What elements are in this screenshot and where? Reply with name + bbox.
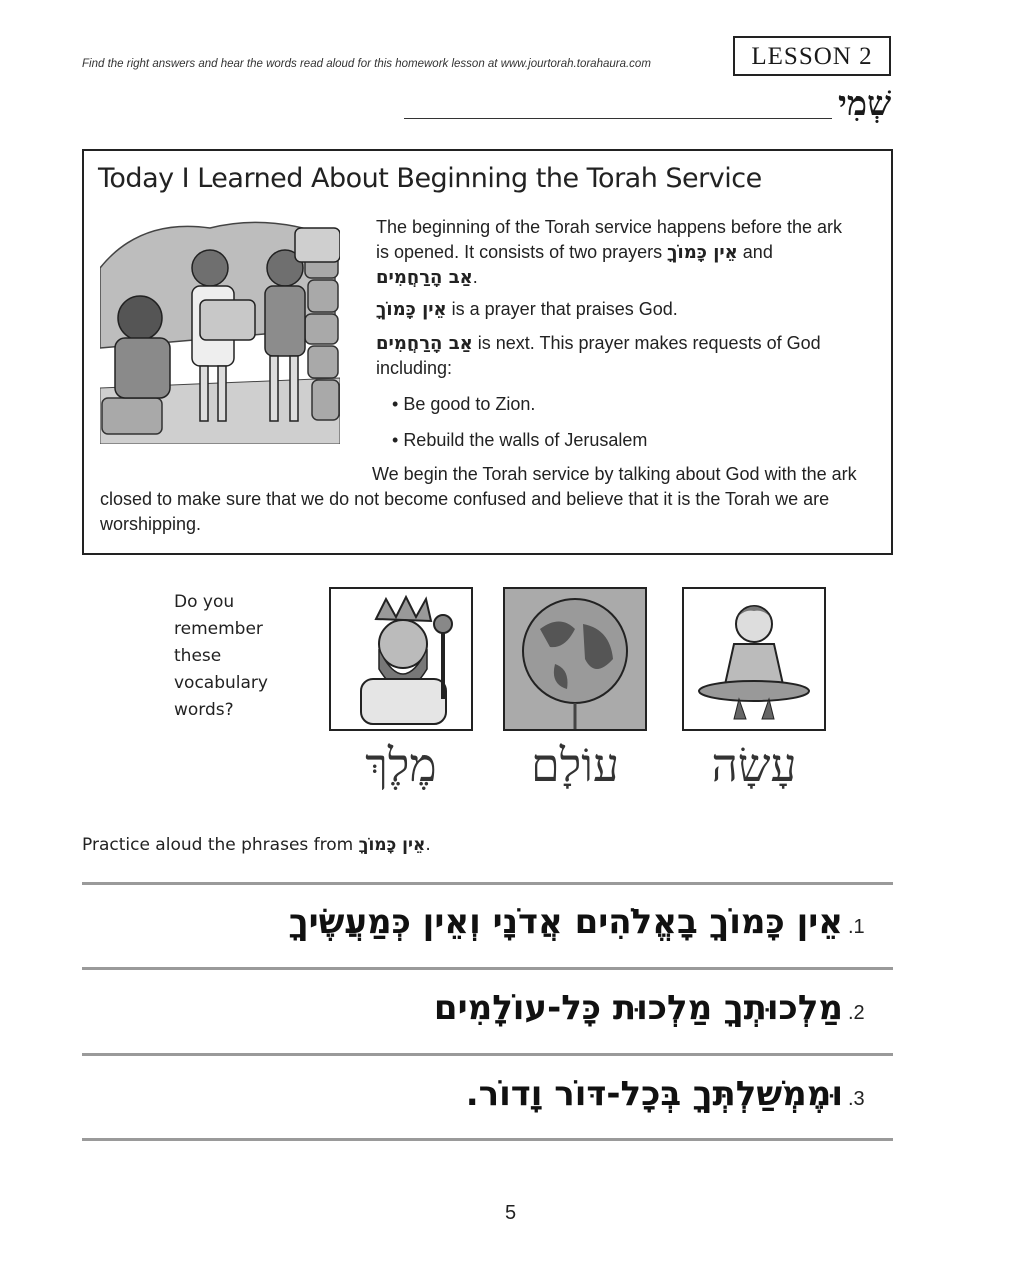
av-harachamim-paragraph: אַב הָרַחֲמִים is next. This prayer makes requests of God including: [376, 333, 821, 378]
phrase-number: .3 [848, 1088, 865, 1110]
homework-note: Find the right answers and hear the words read aloud for this homework lesson at www.jourtorah.torahaura.com [82, 58, 651, 70]
divider [82, 882, 893, 885]
phrase-3: וּמֶמְשַׁלְתְּךָ בְּכָל-דּוֹר וָדוֹר. [465, 1074, 843, 1114]
ein-kamocha-paragraph: אֵין כָּמוֹךָ is a prayer that praises God. [376, 299, 678, 320]
name-label: שְׁמִי [838, 84, 892, 124]
wall-builders-illustration [100, 208, 340, 444]
vocab-word-asah: עָשָׂה [711, 738, 797, 792]
closing-paragraph: We begin the Torah service by talking about God with the ark closed to make sure that we do not become confused and believe that it is the Torah we are worshipping. [100, 464, 857, 534]
lesson-badge: LESSON 2 [733, 36, 891, 76]
learned-title: Today I Learned About Beginning the Torah Service [98, 163, 762, 194]
bullet-item: • Be good to Zion. [392, 394, 536, 414]
divider [82, 1053, 893, 1056]
ein-kamocha-term: אֵין כָּמוֹךָ [667, 242, 738, 263]
globe-icon [503, 587, 647, 731]
divider [82, 967, 893, 970]
divider [82, 1138, 893, 1141]
phrase-number: .2 [848, 1002, 865, 1024]
phrase-number: .1 [848, 916, 865, 938]
king-icon [329, 587, 473, 731]
girl-making-icon [682, 587, 826, 731]
vocab-word-olam: עוֹלָם [530, 738, 620, 792]
page-number: 5 [504, 1202, 517, 1224]
intro-paragraph: The beginning of the Torah service happens before the ark is opened. It consists of two prayers אֵין כָּמוֹךָ and אַב הָרַחֲמִים. [376, 217, 842, 288]
name-line[interactable] [404, 118, 832, 119]
practice-instruction: Practice aloud the phrases from אֵין כָּמוֹךָ. [82, 835, 431, 855]
phrase-2: מַלְכוּתְךָ מַלְכוּת כָּל-עוֹלָמִים [433, 988, 843, 1028]
vocab-word-melech: מֶלֶךְ [365, 738, 437, 792]
phrase-1: אֵין כָּמוֹךָ בָאֱלֹהִים אֲדֹנָי וְאֵין כְּמַעֲשֶׂיךָ [288, 902, 843, 942]
vocab-question: Do you remember these vocabulary words? [174, 592, 268, 720]
bullet-item: • Rebuild the walls of Jerusalem [392, 430, 648, 450]
av-harachamim-term: אַב הָרַחֲמִים [376, 267, 473, 288]
